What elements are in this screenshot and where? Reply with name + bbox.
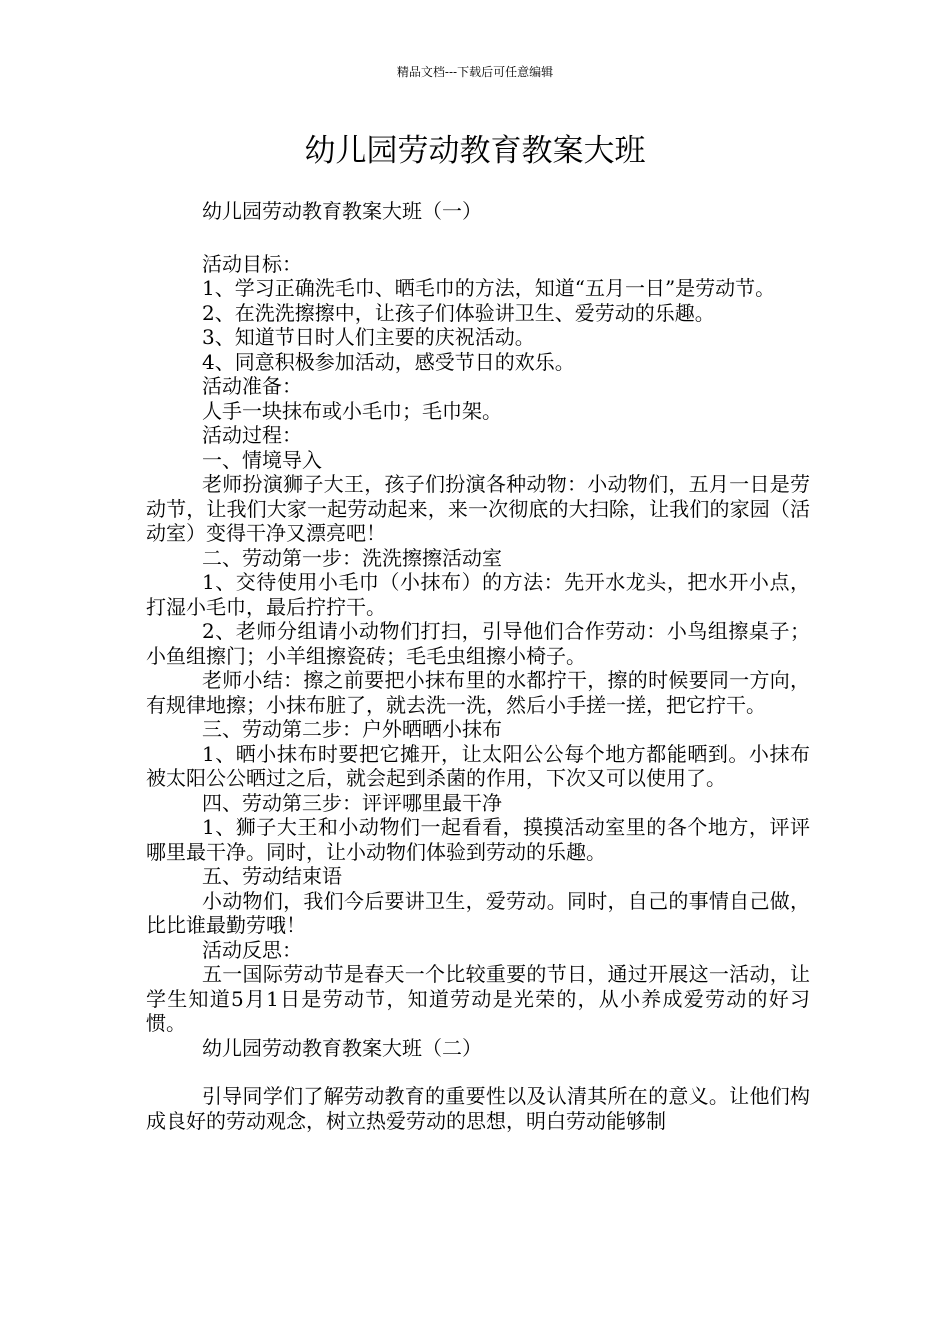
paragraph: 2、在洗洗擦擦中，让孩子们体验讲卫生、爱劳动的乐趣。 — [202, 300, 715, 325]
paragraph: 活动目标： — [202, 251, 302, 276]
paragraph: 3、知道节日时人们主要的庆祝活动。 — [202, 325, 535, 349]
document-body — [146, 199, 810, 1133]
paragraph: 四、劳动第三步：评评哪里最干净 — [202, 790, 502, 815]
section-heading: 幼儿园劳动教育教案大班（一） — [202, 199, 482, 223]
paragraph: 三、劳动第二步：户外晒晒小抹布 — [202, 717, 502, 741]
paragraph: 活动过程： — [202, 423, 302, 447]
paragraph: 4、同意积极参加活动，感受节日的欢乐。 — [202, 349, 575, 374]
paragraph: 二、劳动第一步：洗洗擦擦活动室 — [202, 545, 502, 570]
paragraph: 人手一块抹布或小毛巾；毛巾架。 — [202, 398, 502, 423]
paragraph: 1、狮子大王和小动物们一起看看，摸摸活动室里的各个地方，评评哪里最干净。同时，让小动物们体验到劳动的乐趣。 — [146, 815, 810, 864]
document-title: 幼儿园劳动教育教案大班 — [304, 133, 646, 169]
paragraph: 老师扮演狮子大王，孩子们扮演各种动物：小动物们，五月一日是劳动节，让我们大家一起劳动起来，来一次彻底的大扫除，让我们的家园（活动室）变得干净又漂亮吧！ — [146, 472, 810, 545]
paragraph: 一、情境导入 — [202, 447, 322, 472]
paragraph: 2、老师分组请小动物们打扫，引导他们合作劳动：小鸟组擦桌子；小鱼组擦门；小羊组擦瓷砖；毛毛虫组擦小椅子。 — [146, 619, 810, 668]
paragraph: 活动准备： — [202, 374, 302, 398]
paragraph: 活动反思： — [202, 937, 302, 962]
paragraph: 老师小结：擦之前要把小抹布里的水都拧干，擦的时候要同一方向，有规律地擦；小抹布脏了，就去洗一洗，然后小手搓一搓，把它拧干。 — [146, 668, 810, 717]
paragraph: 引导同学们了解劳动教育的重要性以及认清其所在的意义。让他们构成良好的劳动观念，树立热爱劳动的思想，明白劳动能够制 — [146, 1084, 810, 1133]
paragraph: 五一国际劳动节是春天一个比较重要的节日，通过开展这一活动，让学生知道5月1日是劳动节，知道劳动是光荣的，从小养成爱劳动的好习惯。 — [146, 962, 810, 1035]
paragraph: 小动物们，我们今后要讲卫生，爱劳动。同时，自己的事情自己做，比比谁最勤劳哦！ — [146, 888, 810, 937]
paragraph: 五、劳动结束语 — [202, 864, 342, 888]
header-note: 精品文档---下载后可任意编辑 — [396, 65, 554, 79]
section-heading: 幼儿园劳动教育教案大班（二） — [202, 1035, 482, 1060]
paragraph: 1、交待使用小毛巾（小抹布）的方法：先开水龙头，把水开小点，打湿小毛巾，最后拧拧干。 — [146, 570, 810, 619]
paragraph: 1、晒小抹布时要把它摊开，让太阳公公每个地方都能晒到。小抹布被太阳公公晒过之后，就会起到杀菌的作用，下次又可以使用了。 — [146, 741, 810, 790]
paragraph: 1、学习正确洗毛巾、晒毛巾的方法，知道“五月一日”是劳动节。 — [202, 276, 776, 300]
